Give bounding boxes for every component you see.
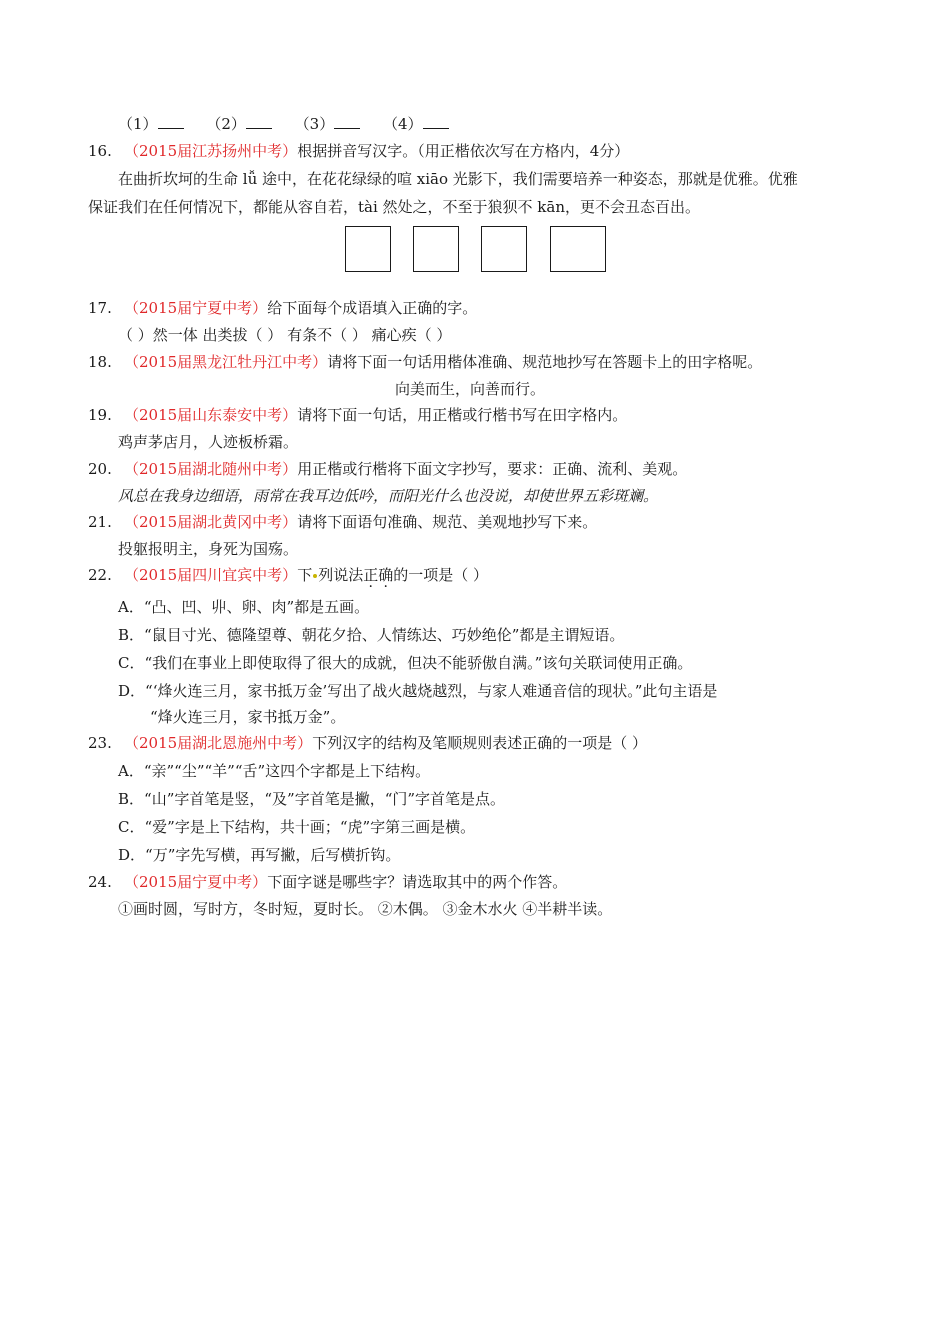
q23-option-c: C．“爱”字是上下结构，共十画；“虎”字第三画是横。 [118, 818, 476, 836]
question-number: 24. [88, 873, 112, 891]
question-22-header [88, 565, 488, 585]
answer-box-1[interactable] [345, 226, 391, 272]
question-text-part: 列说法 [318, 566, 364, 584]
blank-label-4: （4） [382, 115, 423, 133]
question-source: （2015届山东泰安中考） [124, 406, 298, 424]
question-source: （2015届宁夏中考） [124, 299, 268, 317]
question-number: 22. [88, 566, 112, 584]
question-source: （2015届湖北黄冈中考） [124, 513, 298, 531]
answer-box-4[interactable] [550, 226, 606, 272]
blank-label-1: （1） [118, 115, 158, 133]
question-text: 请将下面语句准确、规范、美观地抄写下来。 [297, 513, 598, 531]
question-number: 20. [88, 460, 112, 478]
q23-option-d: D．“万”字先写横，再写撇，后写横折钩。 [118, 846, 401, 864]
emphasis-char: 正 [363, 566, 379, 584]
q22-option-d-line-1: D．“‘烽火连三月，家书抵万金’写出了战火越烧越烈，与家人难通音信的现状。”此句主语是 [118, 682, 718, 700]
answer-box-3[interactable] [481, 226, 527, 272]
q18-quote: 向美而生，向善而行。 [395, 380, 546, 398]
question-17-header [88, 298, 477, 318]
q21-quote: 投躯报明主，身死为国殇。 [118, 540, 299, 558]
q20-quote: 风总在我身边细语，雨常在我耳边低吟，而阳光什么也没说，却使世界五彩斑斓。 [118, 487, 659, 505]
question-23-header [88, 733, 647, 753]
q23-option-a: A．“亲”“尘”“羊”“舌”这四个字都是上下结构。 [118, 762, 431, 780]
question-21-header [88, 512, 597, 532]
answer-blank[interactable] [423, 114, 449, 129]
question-text: 请将下面一句话，用正楷或行楷书写在田字格内。 [297, 406, 628, 424]
highlight-mark [313, 574, 317, 578]
question-source: （2015届宁夏中考） [124, 873, 268, 891]
question-19-header [88, 405, 627, 425]
question-number: 17. [88, 299, 112, 317]
question-18-header [88, 352, 762, 372]
answer-blank[interactable] [246, 114, 272, 129]
q22-option-d-line-2: “烽火连三月，家书抵万金”。 [150, 708, 346, 726]
question-number: 21. [88, 513, 112, 531]
answer-blank[interactable] [158, 114, 184, 129]
q16-passage-line-2: 保证我们在任何情况下，都能从容自若，tài 然处之，不至于狼狈不 kān，更不会丑态百出。 [88, 198, 701, 216]
question-text: 用正楷或行楷将下面文字抄写，要求：正确、流利、美观。 [297, 460, 688, 478]
question-number: 16. [88, 142, 112, 160]
question-number: 23. [88, 734, 112, 752]
question-16-header [88, 141, 629, 161]
q15-answer-blanks [118, 114, 467, 134]
question-text-part: 的一项是（ ） [393, 566, 489, 584]
question-text: 下面字谜是哪些字？请选取其中的两个作答。 [267, 873, 568, 891]
q22-option-b: B．“鼠目寸光、德隆望尊、朝花夕拾、人情练达、巧妙绝伦”都是主谓短语。 [118, 626, 625, 644]
emphasis-char: 确 [378, 566, 394, 584]
q16-passage-line-1: 在曲折坎坷的生命 lǚ 途中，在花花绿绿的喧 xiāo 光影下，我们需要培养一种姿态，那就是优雅。优雅 [118, 170, 798, 188]
blank-label-3: （3） [294, 115, 335, 133]
question-number: 19. [88, 406, 112, 424]
q24-riddles: ①画时圆，写时方，冬时短，夏时长。 ②木偶。 ③金木水火 ④半耕半读。 [118, 900, 613, 918]
question-source: （2015届江苏扬州中考） [124, 142, 298, 160]
question-text: 根据拼音写汉字。（用正楷依次写在方格内，4分） [297, 142, 630, 160]
question-source: （2015届湖北随州中考） [124, 460, 298, 478]
question-text: 下列汉字的结构及笔顺规则表述正确的一项是（ ） [312, 734, 647, 752]
question-24-header [88, 872, 567, 892]
question-text-part: 下 [297, 566, 313, 584]
question-20-header [88, 459, 687, 479]
q22-option-c: C．“我们在事业上即使取得了很大的成就，但决不能骄傲自满。”该句关联词使用正确。 [118, 654, 693, 672]
question-text: 给下面每个成语填入正确的字。 [267, 299, 478, 317]
question-source: （2015届四川宜宾中考） [124, 566, 298, 584]
answer-blank[interactable] [334, 114, 360, 129]
question-text: 请将下面一句话用楷体准确、规范地抄写在答题卡上的田字格呢。 [327, 353, 763, 371]
q23-option-b: B．“山”字首笔是竖，“及”字首笔是撇，“门”字首笔是点。 [118, 790, 506, 808]
question-number: 18. [88, 353, 112, 371]
q17-idioms: （ ）然一体 出类拔（ ） 有条不（ ） 痛心疾（ ） [118, 326, 452, 344]
q19-quote: 鸡声茅店月，人迹板桥霜。 [118, 433, 299, 451]
blank-label-2: （2） [206, 115, 246, 133]
q22-option-a: A．“凸、凹、丱、卵、肉”都是五画。 [118, 598, 370, 616]
question-source: （2015届湖北恩施州中考） [124, 734, 313, 752]
answer-box-2[interactable] [413, 226, 459, 272]
question-source: （2015届黑龙江牡丹江中考） [124, 353, 328, 371]
